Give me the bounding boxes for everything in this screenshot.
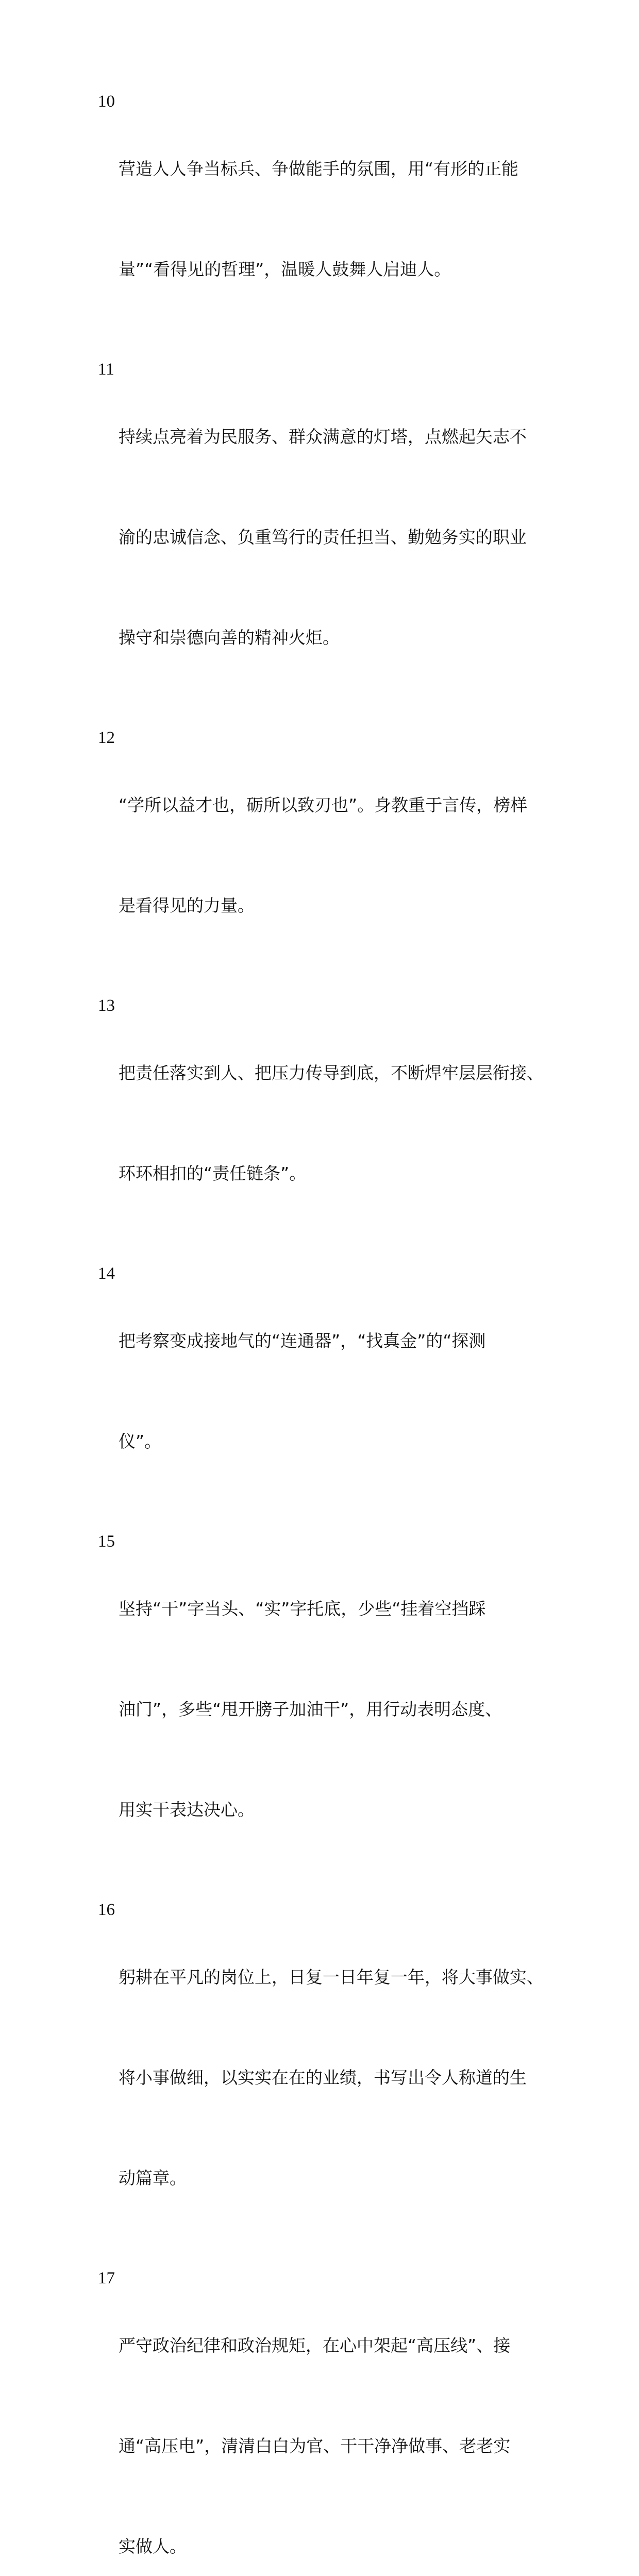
text-line: 渝的忠诚信念、负重笃行的责任担当、勤勉务实的职业 bbox=[119, 527, 527, 547]
list-item-12 bbox=[98, 721, 572, 989]
text-line: 量”“看得见的哲理”，温暖人鼓舞人启迪人。 bbox=[119, 259, 451, 279]
item-text bbox=[119, 85, 572, 353]
item-text bbox=[119, 1257, 572, 1525]
item-text bbox=[119, 1525, 572, 1893]
text-line: 坚持“干”字当头、“实”字托底，少些“挂着空挡踩 bbox=[119, 1599, 486, 1619]
text-line: 持续点亮着为民服务、群众满意的灯塔，点燃起矢志不 bbox=[119, 427, 527, 447]
text-line: 动篇章。 bbox=[119, 2168, 187, 2188]
text-line: 把责任落实到人、把压力传导到底，不断焊牢层层衔接、 bbox=[119, 1063, 544, 1083]
list-item-11 bbox=[98, 353, 572, 721]
text-line: 用实干表达决心。 bbox=[119, 1800, 255, 1820]
list-item-14 bbox=[98, 1257, 572, 1525]
text-line: 严守政治纪律和政治规矩，在心中架起“高压线”、接 bbox=[119, 2335, 511, 2355]
text-line: 实做人。 bbox=[119, 2536, 187, 2556]
list-item-10 bbox=[98, 85, 572, 353]
item-text bbox=[119, 1893, 572, 2262]
list-item-15 bbox=[98, 1525, 572, 1893]
item-text bbox=[119, 989, 572, 1257]
item-text bbox=[119, 721, 572, 989]
item-number: 15 bbox=[98, 1532, 115, 1551]
item-number: 12 bbox=[98, 728, 115, 747]
list-item-17 bbox=[98, 2262, 572, 2576]
text-line: “学所以益才也，砺所以致刃也”。身教重于言传，榜样 bbox=[119, 795, 528, 815]
list-item-13 bbox=[98, 989, 572, 1257]
text-line: 躬耕在平凡的岗位上，日复一日年复一年，将大事做实、 bbox=[119, 1967, 544, 1987]
item-number: 13 bbox=[98, 996, 115, 1015]
item-text bbox=[119, 353, 572, 721]
list-item-16 bbox=[98, 1893, 572, 2262]
text-line: 操守和崇德向善的精神火炬。 bbox=[119, 628, 340, 648]
text-line: 仪”。 bbox=[119, 1431, 162, 1451]
item-number: 14 bbox=[98, 1264, 115, 1283]
numbered-list bbox=[98, 85, 572, 2576]
item-number: 11 bbox=[98, 360, 114, 379]
item-number: 16 bbox=[98, 1901, 115, 1919]
text-line: 营造人人争当标兵、争做能手的氛围，用“有形的正能 bbox=[119, 159, 519, 179]
text-line: 把考察变成接地气的“连通器”，“找真金”的“探测 bbox=[119, 1331, 486, 1351]
item-text bbox=[119, 2262, 572, 2576]
text-line: 是看得见的力量。 bbox=[119, 895, 255, 916]
item-number: 17 bbox=[98, 2269, 115, 2287]
text-line: 油门”，多些“甩开膀子加油干”，用行动表明态度、 bbox=[119, 1699, 502, 1719]
text-line: 环环相扣的“责任链条”。 bbox=[119, 1163, 307, 1183]
text-line: 将小事做细，以实实在在的业绩，书写出令人称道的生 bbox=[119, 2067, 527, 2088]
item-number: 10 bbox=[98, 92, 115, 111]
text-line: 通“高压电”，清清白白为官、干干净净做事、老老实 bbox=[119, 2436, 511, 2456]
